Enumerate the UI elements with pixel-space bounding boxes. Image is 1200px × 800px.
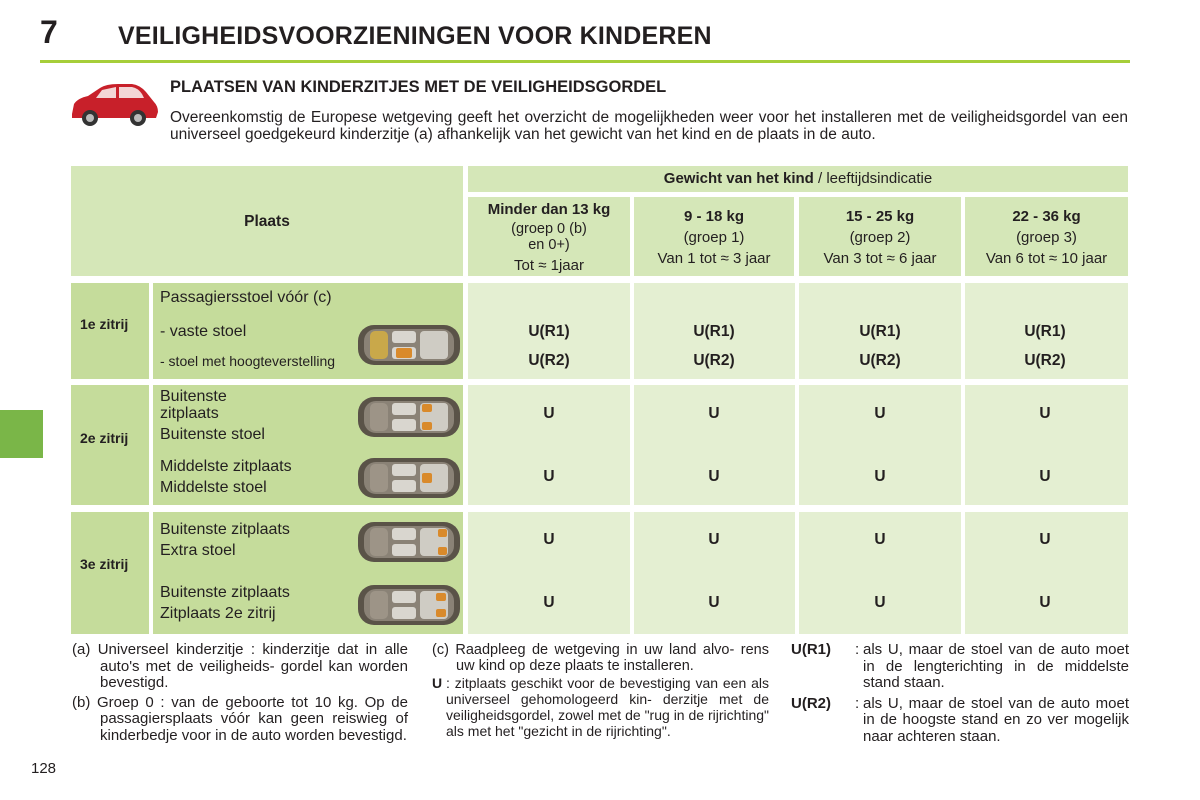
footnote-u-term: U <box>432 675 443 691</box>
value-cell: U <box>543 531 555 548</box>
intro-paragraph: Overeenkomstig de Europese wetgeving geeft het overzicht de mogelijkheden weer voor het installeren met de veiligheidsgordel van een universeel goedgekeurd kinderzitje (a) afhankelijk van het gewicht van het kind en de plaats in de auto. <box>170 109 1128 143</box>
footnote-r2-term: U(R2) <box>791 694 831 712</box>
place-line: Buitenste zitplaats <box>160 584 290 601</box>
place-line: Buitenste stoel <box>160 426 265 443</box>
car-seat-diagram-icon <box>356 454 462 502</box>
footnote-r1-desc: als U, maar de stoel van de auto moet in de lengterichting in de middelste stand staan. <box>863 641 1129 691</box>
column-group: (groep 3) <box>1016 229 1077 246</box>
value-cell: U <box>874 594 886 611</box>
value-cell: U <box>874 468 886 485</box>
place-line: zitplaats <box>160 405 219 422</box>
column-age: Tot ≈ 1jaar <box>514 257 584 274</box>
column-age: Van 6 tot ≈ 10 jaar <box>985 250 1108 267</box>
car-seat-diagram-icon <box>356 518 462 566</box>
weight-header-cell <box>468 166 1128 192</box>
footnote-a: (a) Universeel kinderzitje : kinderzitje dat in alle auto's met de veiligheids- gordel kan worden bevestigd. <box>72 641 408 691</box>
column-group: (groep 1) <box>683 229 745 246</box>
value-cell: U <box>543 468 555 485</box>
place-line: Buitenste zitplaats <box>160 521 290 538</box>
value-cell: U(R1) <box>859 323 901 340</box>
car-seat-diagram-icon <box>356 393 462 441</box>
place-line: Buitenste <box>160 388 227 405</box>
value-cell: U <box>1039 594 1051 611</box>
value-cell: U <box>543 594 555 611</box>
weight-header: Gewicht van het kind / leeftijdsindicatie <box>663 170 933 187</box>
footnote-u <box>432 675 769 739</box>
row-label-3: 3e zitrij <box>80 556 129 572</box>
value-cell: U(R2) <box>1024 352 1066 369</box>
place-line: - stoel met hoogteverstelling <box>160 353 336 369</box>
value-cell: U <box>874 531 886 548</box>
column-age: Van 1 tot ≈ 3 jaar <box>657 250 771 267</box>
footnotes-middle <box>432 642 769 739</box>
footnote-r2: U(R2) : als U, maar de stoel van de auto moet in de hoogste stand en zo ver mogelijk naar achteren staan. <box>791 694 1129 745</box>
row-label-cell-3 <box>71 512 149 634</box>
red-car-icon <box>66 80 160 128</box>
footnotes-left <box>72 642 408 744</box>
footnote-c: (c) Raadpleeg de wetgeving in uw land alvo- rens uw kind op deze plaats te installeren. <box>432 642 769 674</box>
header-rule <box>40 60 1130 63</box>
footnote-r1: U(R1) : als U, maar de stoel van de auto moet in de lengterichting in de middelste stand staan. <box>791 641 1129 691</box>
place-header-cell <box>71 166 463 276</box>
value-cell: U <box>543 405 555 422</box>
value-cell: U <box>1039 531 1051 548</box>
value-cell: U <box>708 531 720 548</box>
page-number: 128 <box>31 760 57 777</box>
row-label-1: 1e zitrij <box>80 316 129 332</box>
column-weight: 9 - 18 kg <box>683 208 745 225</box>
section-heading: PLAATSEN VAN KINDERZITJES MET DE VEILIGHEIDSGORDEL <box>170 78 667 96</box>
value-cell: U(R2) <box>693 352 735 369</box>
value-cell: U <box>708 405 720 422</box>
value-cell: U <box>1039 405 1051 422</box>
footnote-r1-term: U(R1) <box>791 641 831 658</box>
column-weight: Minder dan 13 kg <box>487 201 611 218</box>
place-line: Middelste zitplaats <box>160 458 292 475</box>
value-cell: U(R2) <box>859 352 901 369</box>
footnote-b: (b) Groep 0 : van de geboorte tot 10 kg. Op de passagiersplaats vóór kan geen reiswieg of kinderbedje voor in de auto worden bevestigd. <box>72 693 408 744</box>
value-cell: U <box>708 468 720 485</box>
column-group: (groep 0 (b) <box>511 221 587 237</box>
column-weight: 22 - 36 kg <box>1012 208 1081 225</box>
value-cell: U <box>874 405 886 422</box>
value-cell: U(R1) <box>1024 323 1066 340</box>
footnote-u-desc: : zitplaats geschikt voor de bevestiging van een als universeel gehomologeerd kin- derzitje met de veiligheidsgordel, zowel met de "rug in de rijrichting" als met het "gezicht in de rijrichting". <box>446 675 769 739</box>
column-header-1 <box>634 197 794 276</box>
place-line: Extra stoel <box>160 542 236 559</box>
value-cell: U(R2) <box>528 352 570 369</box>
car-seat-diagram-icon <box>356 321 462 369</box>
chapter-title: VEILIGHEIDSVOORZIENINGEN VOOR KINDEREN <box>118 22 712 50</box>
value-cell: U(R1) <box>693 323 735 340</box>
place-line: Zitplaats 2e zitrij <box>160 605 276 622</box>
column-weight: 15 - 25 kg <box>845 208 915 225</box>
column-header-3 <box>965 197 1128 276</box>
place-line: Passagiersstoel vóór (c) <box>160 289 332 306</box>
row-label-2: 2e zitrij <box>80 430 129 446</box>
column-group-2: en 0+) <box>528 237 570 253</box>
chapter-side-tab <box>0 410 43 458</box>
place-line: - vaste stoel <box>160 323 247 340</box>
column-header-2 <box>799 197 961 276</box>
chapter-number: 7 <box>40 14 58 50</box>
column-age: Van 3 tot ≈ 6 jaar <box>823 250 937 267</box>
place-line: Middelste stoel <box>160 479 267 496</box>
column-header-0 <box>468 197 630 276</box>
column-group: (groep 2) <box>849 229 911 246</box>
car-seat-diagram-icon <box>356 581 462 629</box>
footnotes-right <box>791 642 1129 749</box>
footnote-r2-desc: als U, maar de stoel van de auto moet in de hoogste stand en zo ver mogelijk naar achteren staan. <box>863 694 1129 745</box>
value-cell: U(R1) <box>528 323 570 340</box>
value-cell: U <box>1039 468 1051 485</box>
value-cell: U <box>708 594 720 611</box>
place-header: Plaats <box>244 213 290 230</box>
